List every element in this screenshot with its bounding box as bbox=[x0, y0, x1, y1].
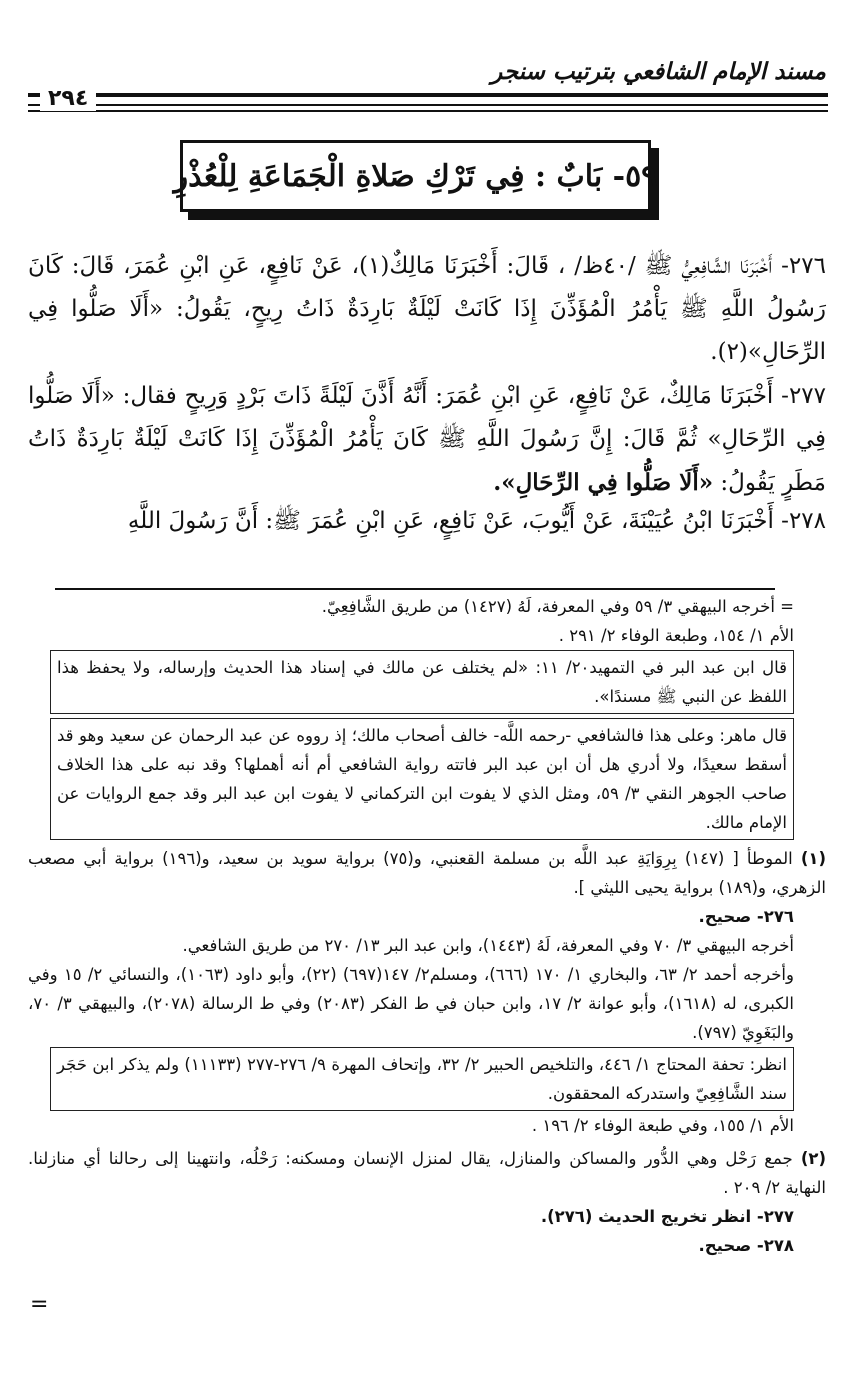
footnote-boxed: قال ابن عبد البر في التمهيد٢٠/ ١١: «لم يختلف عن مالك في إسناد هذا الحديث وإرساله، ولا يحفظ هذا اللفظ عن النبي ﷺ مسندًا». bbox=[50, 650, 794, 714]
footnote-line: ٢٧٧- انظر تخريج الحديث (٢٧٦). bbox=[540, 1207, 794, 1226]
footnote-line: ٢٧٦- صحيح. bbox=[698, 907, 794, 926]
footnote-line: أخرجه البيهقي ٣/ ٧٠ وفي المعرفة، لَهُ (١٤٤٣)، وابن عبد البر ١٣/ ٢٧٠ من طريق الشافعي. bbox=[182, 936, 794, 955]
footnote-line: ٢٧٨- صحيح. bbox=[698, 1236, 794, 1255]
footnote-2 bbox=[28, 1144, 826, 1202]
continuation-mark: = bbox=[30, 1292, 49, 1317]
hadith-277-quote: «أَلَا صَلُّوا فِي الرِّحَالِ». bbox=[493, 469, 714, 496]
footnotes bbox=[28, 592, 826, 1260]
header-rule bbox=[28, 104, 828, 106]
footnote-line: وأخرجه أحمد ٢/ ٦٣، والبخاري ١/ ١٧٠ (٦٦٦)، ومسلم٢/ ١٤٧(٦٩٧) (٢٢)، وأبو داود (١٠٦٣)، والنسائي ٢/ ١٥ وفي الكبرى، له (١٦١٨)، وأبو عوانة ٢/ ١٧، وابن حبان في ط الفكر (٢٠٨٣) وفي ط الرسالة (٢٠٧٨)، والبيهقي ٣/ ٧٠، والبَغَوِيّ (٧٩٧). bbox=[28, 965, 794, 1042]
footnote-separator bbox=[55, 588, 775, 590]
footnote-1 bbox=[28, 844, 826, 902]
hadith-276: ٢٧٦- أَخْبَرَنَا الشَّافِعِيُّ ﷺ /٤٠ظ/ ، قَالَ: أَخْبَرَنَا مَالِكٌ(١)، عَنْ نَافِعٍ، عَنِ ابْنِ عُمَرَ، قَالَ: كَانَ رَسُولُ اللَّهِ ﷺ يَأْمُرُ الْمُؤَذِّنَ إِذَا كَانَتْ لَيْلَةٌ بَارِدَةٌ ذَاتُ رِيحٍ، يَقُولُ: «أَلَا صَلُّوا فِي الرِّحَالِ»(٢). bbox=[28, 253, 826, 365]
hadith-278: ٢٧٨- أَخْبَرَنَا ابْنُ عُيَيْنَةَ، عَنْ أَيُّوبَ، عَنْ نَافِعٍ، عَنِ ابْنِ عُمَرَ ﷺ: أَنَّ رَسُولَ اللَّهِ bbox=[127, 508, 826, 534]
footnote-text: جمع رَحْل وهي الدُّور والمساكن والمنازل، يقال لمنزل الإنسان ومسكنه: رَحْلُه، وانتهينا إلى رحالنا أي منازلنا. النهاية ٢/ ٢٠٩ . bbox=[28, 1149, 826, 1197]
hadith-277 bbox=[28, 375, 826, 505]
chapter-heading-box bbox=[173, 140, 658, 212]
header-rule bbox=[28, 93, 828, 97]
footnote-text: الموطأ [ (١٤٧) بِرِوَايَةِ عبد اللَّه بن مسلمة القعنبي، و(٧٥) برواية سويد بن سعيد، و(١٩٦) برواية أبي مصعب الزهري، و(١٨٩) برواية يحيى الليثي ]. bbox=[28, 849, 826, 897]
chapter-title: ٥٩- بَابٌ : فِي تَرْكِ صَلاةِ الْجَمَاعَةِ لِلْعُذْرِ bbox=[173, 158, 658, 194]
footnote-boxed: قال ماهر: وعلى هذا فالشافعي -رحمه اللَّه- خالف أصحاب مالك؛ إذ رووه عن عبد الرحمان عن سعيد وهو قد أسقط سعيدًا، ولا أدري هل أن ابن عبد البر فاتته رواية الشافعي أم أنه أهملها؟ وقد نبه على هذا الخلاف صاحب الجوهر النقي ٣/ ٥٩، ومثل الذي لا يفوت ابن التركماني لا يفوت ابن عبد البر وقد جمع الروايات عن الإمام مالك. bbox=[50, 718, 794, 840]
footnote-marker: (١) bbox=[800, 849, 826, 868]
footnote-marker: (٢) bbox=[800, 1149, 826, 1168]
footnote-boxed: انظر: تحفة المحتاج ١/ ٤٤٦، والتلخيص الحبير ٢/ ٣٢، وإتحاف المهرة ٩/ ٢٧٦-٢٧٧ (١١١٣٣) ولم يذكر ابن حَجَر سند الشَّافِعِيّ واستدركه المحققون. bbox=[50, 1047, 794, 1111]
hadith-277-text: ٢٧٧- أَخْبَرَنَا مَالِكٌ، عَنْ نَافِعٍ، عَنِ ابْنِ عُمَرَ: أَنَّهُ أَذَّنَ لَيْلَةً ذَاتَ بَرْدٍ وَرِيحٍ فقال: «أَلَا صَلُّوا فِي الرِّحَالِ» ثُمَّ قَالَ: إِنَّ رَسُولَ اللَّهِ ﷺ كَانَ يَأْمُرُ الْمُؤَذِّنَ إِذَا كَانَتْ لَيْلَةٌ بَارِدَةٌ ذَاتُ مَطَرٍ يَقُولُ: bbox=[28, 383, 826, 496]
footnote-line: = أخرجه البيهقي ٣/ ٥٩ وفي المعرفة، لَهُ (١٤٢٧) من طريق الشَّافِعِيّ. bbox=[321, 597, 794, 616]
footnote-line: الأم ١/ ١٥٥، وفي طبعة الوفاء ٢/ ١٩٦ . bbox=[531, 1116, 794, 1135]
page-number: ٢٩٤ bbox=[40, 86, 96, 111]
header-rule bbox=[28, 110, 828, 112]
running-title: مسند الإمام الشافعي بترتيب سنجر bbox=[491, 58, 826, 85]
footnote-line: الأم ١/ ١٥٤، وطبعة الوفاء ٢/ ٢٩١ . bbox=[558, 626, 794, 645]
